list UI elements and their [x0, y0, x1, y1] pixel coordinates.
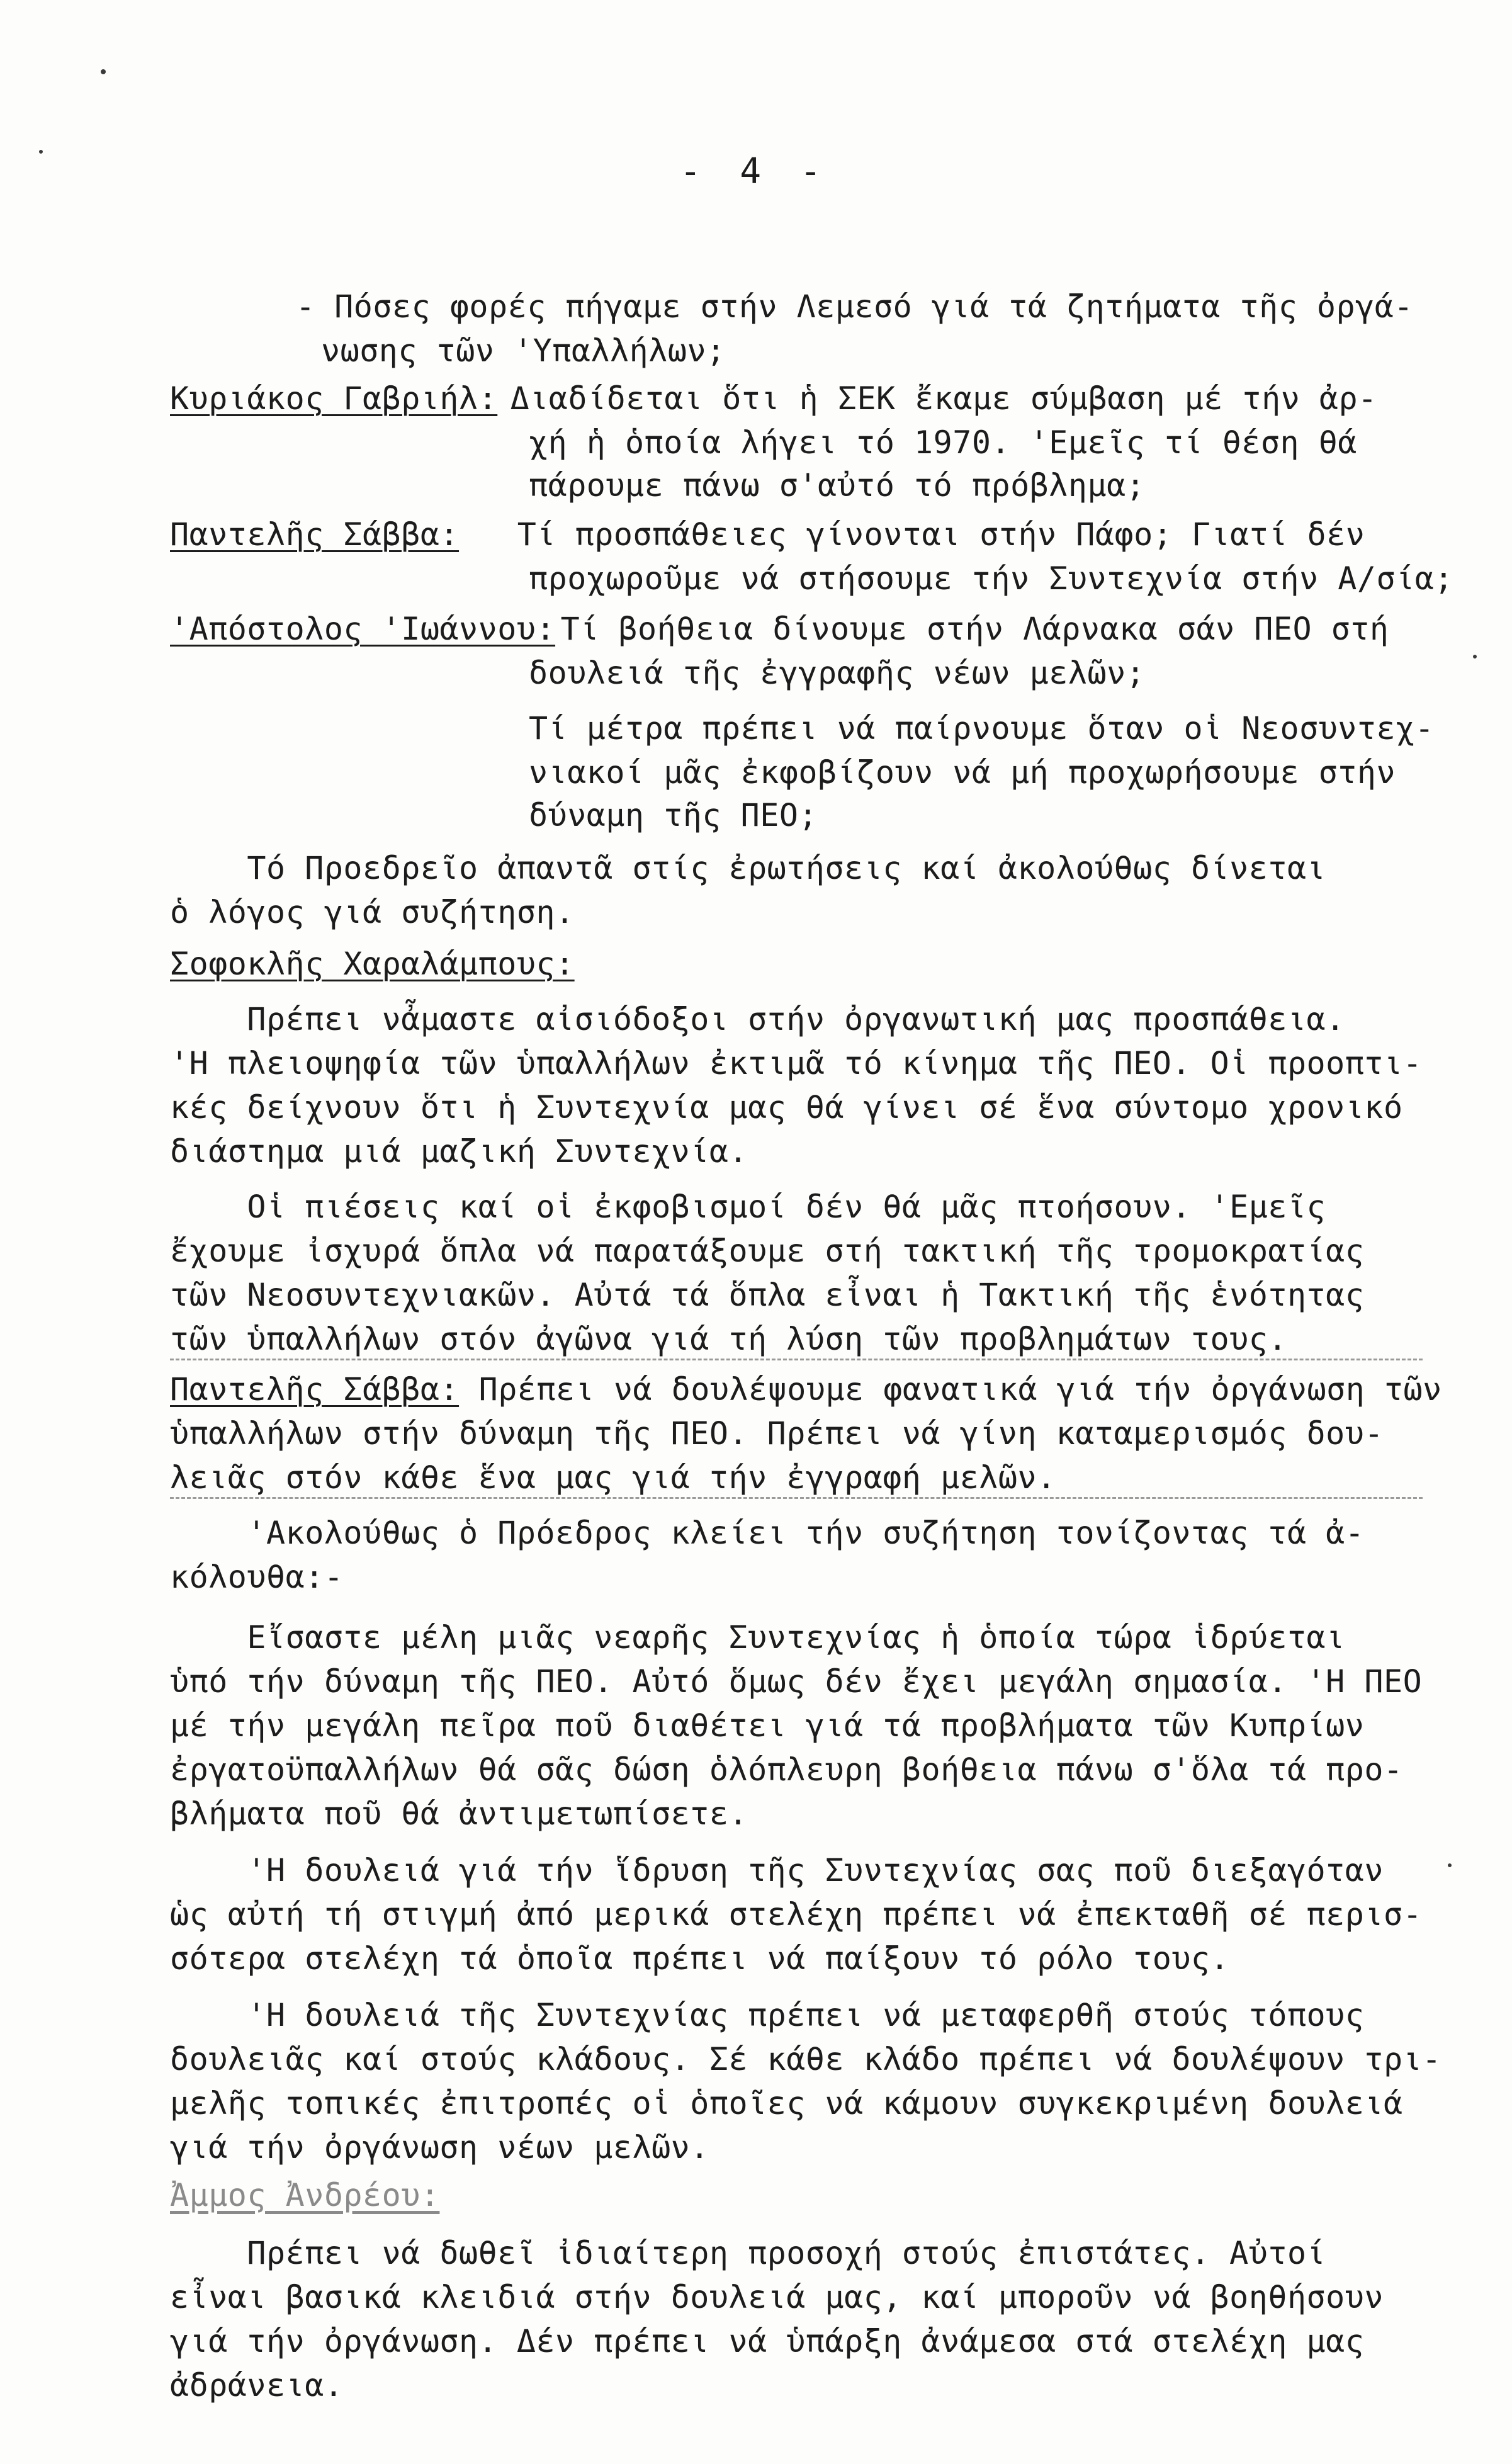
chairman-p1-line-2: ὑπό τήν δύναμη τῆς ΠΕΟ. Αὐτό ὅμως δέν ἔχει μεγάλη σημασία. 'Η ΠΕΟ [170, 1663, 1423, 1700]
speaker-pantelis: Παντελῆς Σάββα: [170, 516, 460, 553]
sofoklis-p2-line-1: Οἱ πιέσεις καί οἱ ἐκφοβισμοί δέν θά μᾶς πτοήσουν. 'Εμεῖς [170, 1189, 1326, 1225]
kyriakos-line-1: Διαδίδεται ὅτι ἡ ΣΕΚ ἔκαμε σύμβαση μέ τήν ἀρ- [491, 380, 1377, 417]
sofoklis-p2-line-4: τῶν ὑπαλλήλων στόν ἀγῶνα γιά τή λύση τῶν προβλημάτων τους. [170, 1321, 1287, 1357]
last-p1-line-2: εἶναι βασικά κλειδιά στήν δουλειά μας, καί μποροῦν νά βοηθήσουν [170, 2279, 1384, 2315]
chairman-line-1: 'Ακολούθως ὁ Πρόεδρος κλείει τήν συζήτηση τονίζοντας τά ἀ- [170, 1515, 1365, 1551]
scan-speck [39, 150, 43, 154]
speaker-sofoklis: Σοφοκλῆς Χαραλάμπους: [170, 946, 575, 982]
divider [170, 1497, 1423, 1499]
chairman-p2-line-1: 'Η δουλειά γιά τήν ἵδρυση τῆς Συντεχνίας σας ποῦ διεξαγόταν [170, 1852, 1384, 1889]
last-p1-line-1: Πρέπει νά δωθεῖ ἰδιαίτερη προσοχή στούς ἐπιστάτες. Αὐτοί [170, 2235, 1326, 2271]
sofoklis-p1-line-3: κές δείχνουν ὅτι ἡ Συντεχνία μας θά γίνει σέ ἕνα σύντομο χρονικό [170, 1089, 1403, 1126]
apostolos-line-5: δύναμη τῆς ΠΕΟ; [529, 797, 818, 834]
speaker-apostolos: 'Απόστολος 'Ιωάννου: [170, 611, 556, 647]
speaker-kyriakos: Κυριάκος Γαβριήλ: [170, 380, 498, 417]
chairman-p2-line-2: ὡς αὐτή τή στιγμή ἀπό μερικά στελέχη πρέπει νά ἐπεκταθῆ σέ περισ- [170, 1896, 1423, 1933]
sofoklis-p1-line-2: 'Η πλειοψηφία τῶν ὑπαλλήλων ἐκτιμᾶ τό κίνημα τῆς ΠΕΟ. Οἱ προοπτι- [170, 1045, 1423, 1082]
divider [170, 1359, 1423, 1360]
chairman-line-2: κόλουθα:- [170, 1559, 344, 1595]
presidium-line-1: Τό Προεδρεῖο ἀπαντᾶ στίς ἐρωτήσεις καί ἀκολούθως δίνεται [170, 850, 1326, 886]
question-line-2: νωσης τῶν 'Υπαλλήλων; [321, 332, 726, 369]
kyriakos-line-2: χή ἡ ὁποία λήγει τό 1970. 'Εμεῖς τί θέση θά [529, 424, 1357, 461]
chairman-p1-line-4: ἐργατοϋπαλλήλων θά σᾶς δώση ὁλόπλευρη βοήθεια πάνω σ'ὅλα τά προ- [170, 1751, 1403, 1788]
apostolos-line-2: δουλειά τῆς ἐγγραφῆς νέων μελῶν; [529, 655, 1146, 691]
pantelis2-line-2: ὑπαλλήλων στήν δύναμη τῆς ΠΕΟ. Πρέπει νά γίνη καταμερισμός δου- [170, 1415, 1384, 1452]
pantelis2-line-3: λειᾶς στόν κάθε ἕνα μας γιά τήν ἐγγραφή μελῶν. [170, 1459, 1056, 1496]
chairman-p3-line-4: γιά τήν ὀργάνωση νέων μελῶν. [170, 2129, 709, 2166]
chairman-p1-line-1: Εἴσαστε μέλη μιᾶς νεαρῆς Συντεχνίας ἡ ὁποία τώρα ἱδρύεται [170, 1619, 1345, 1656]
apostolos-line-1: Τί βοήθεια δίνουμε στήν Λάρνακα σάν ΠΕΟ στή [541, 611, 1389, 647]
apostolos-line-3: Τί μέτρα πρέπει νά παίρνουμε ὅταν οἱ Νεοσυντεχ- [529, 710, 1435, 747]
scan-speck [101, 69, 106, 74]
pantelis-line-1: Τί προσπάθειες γίνονται στήν Πάφο; Γιατί δέν [460, 516, 1365, 553]
scan-speck [1448, 1863, 1452, 1867]
speaker-pantelis-2: Παντελῆς Σάββα: [170, 1371, 460, 1408]
sofoklis-p2-line-2: ἔχουμε ἰσχυρά ὅπλα νά παρατάξουμε στή τακτική τῆς τρομοκρατίας [170, 1233, 1365, 1269]
question-line-1: - Πόσες φορές πήγαμε στήν Λεμεσό γιά τά ζητήματα τῆς ὀργά- [296, 288, 1413, 325]
last-p1-line-4: ἀδράνεια. [170, 2367, 344, 2404]
page-number: - 4 - [680, 151, 830, 192]
chairman-p3-line-2: δουλειᾶς καί στούς κλάδους. Σέ κάθε κλάδο πρέπει νά δουλέψουν τρι- [170, 2041, 1441, 2077]
pantelis-line-2: προχωροῦμε νά στήσουμε τήν Συντεχνία στήν Α/σία; [529, 560, 1453, 597]
presidium-line-2: ὁ λόγος γιά συζήτηση. [170, 894, 575, 930]
sofoklis-p1-line-1: Πρέπει νἆμαστε αἰσιόδοξοι στήν ὀργανωτική μας προσπάθεια. [170, 1001, 1345, 1037]
chairman-p3-line-3: μελῆς τοπικές ἐπιτροπές οἱ ὁποῖες νά κάμουν συγκεκριμένη δουλειά [170, 2085, 1403, 2122]
chairman-p2-line-3: σότερα στελέχη τά ὁποῖα πρέπει νά παίξουν τό ρόλο τους. [170, 1940, 1230, 1977]
pantelis2-line-1: Πρέπει νά δουλέψουμε φανατικά γιά τήν ὀργάνωση τῶν [460, 1371, 1442, 1408]
chairman-p3-line-1: 'Η δουλειά τῆς Συντεχνίας πρέπει νά μεταφερθῆ στούς τόπους [170, 1997, 1365, 2033]
kyriakos-line-3: πάρουμε πάνω σ'αὐτό τό πρόβλημα; [529, 467, 1146, 504]
speaker-last: Ἀμμος Ἀνδρέου: [170, 2177, 440, 2213]
sofoklis-p1-line-4: διάστημα μιά μαζική Συντεχνία. [170, 1133, 748, 1170]
chairman-p1-line-5: βλήματα ποῦ θά ἀντιμετωπίσετε. [170, 1795, 748, 1832]
scan-speck [1473, 655, 1477, 658]
apostolos-line-4: νιακοί μᾶς ἐκφοβίζουν νά μή προχωρήσουμε στήν [529, 754, 1396, 791]
sofoklis-p2-line-3: τῶν Νεοσυντεχνιακῶν. Αὐτά τά ὅπλα εἶναι ἡ Τακτική τῆς ἑνότητας [170, 1277, 1365, 1313]
last-p1-line-3: γιά τήν ὀργάνωση. Δέν πρέπει νά ὑπάρξη ἀνάμεσα στά στελέχη μας [170, 2323, 1365, 2359]
chairman-p1-line-3: μέ τήν μεγάλη πεῖρα ποῦ διαθέτει γιά τά προβλήματα τῶν Κυπρίων [170, 1707, 1365, 1744]
